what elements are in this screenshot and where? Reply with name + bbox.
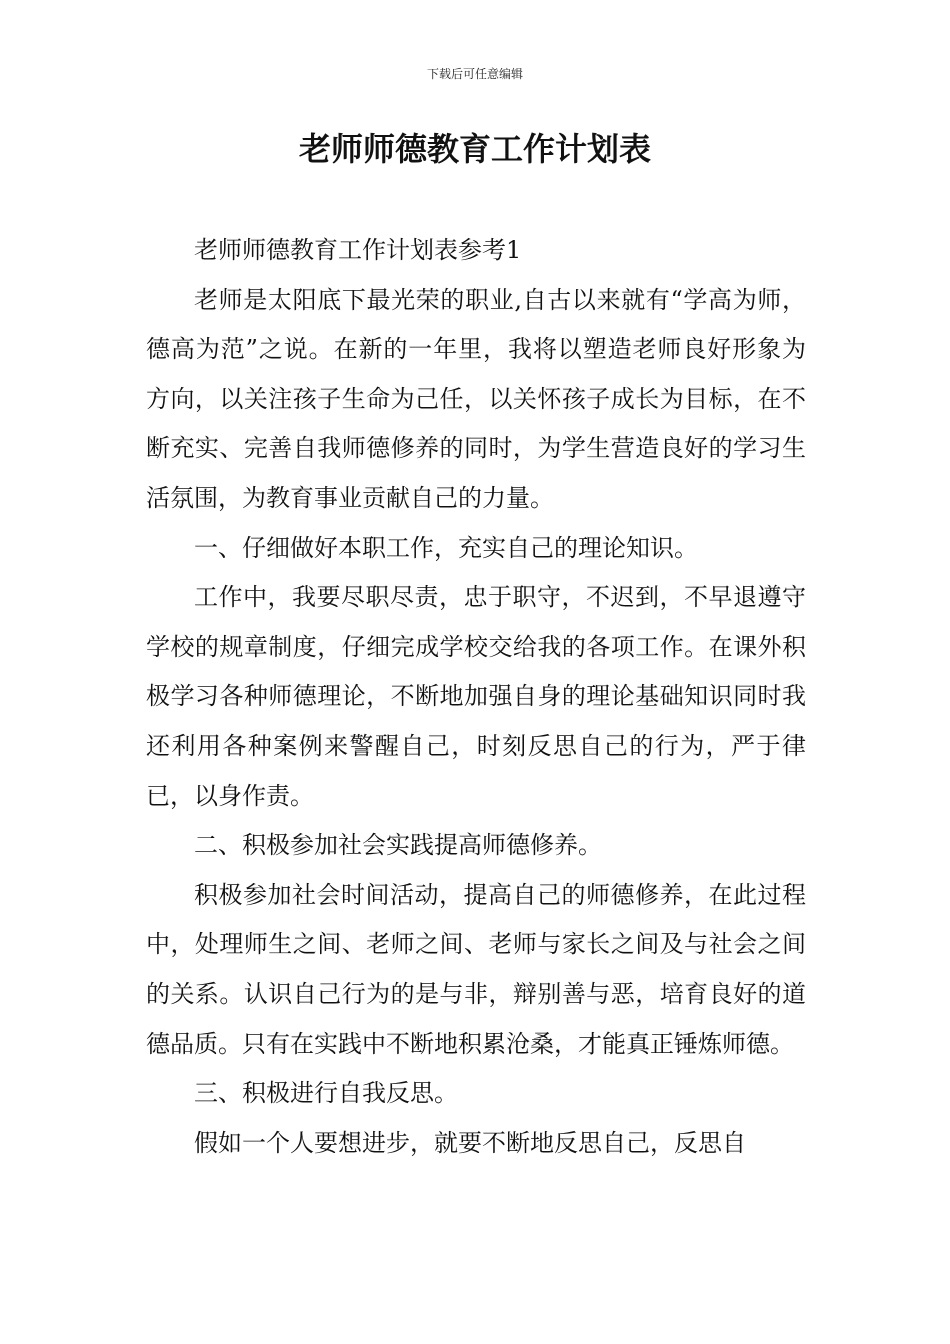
section-heading-1: 一、仔细做好本职工作，充实自己的理论知识。 [194, 533, 698, 562]
section-heading-3: 三、积极进行自我反思。 [194, 1079, 458, 1108]
header-note: 下载后可任意编辑 [426, 67, 523, 81]
paragraph-reference-heading: 老师师德教育工作计划表参考1 [194, 236, 522, 264]
paragraph-section-1: 工作中，我要尽职尽责，忠于职守，不迟到，不早退遵守学校的规章制度，仔细完成学校交给我的各项工作。在课外积极学习各种师德理论，不断地加强自身的理论基础知识同时我还利用各种案例来警醒自己，时刻反思自己的行为，严于律已，以身作责。 [146, 583, 806, 810]
paragraph-intro: 老师是太阳底下最光荣的职业,自古以来就有“学高为师，德高为范”之说。在新的一年里，我将以塑造老师良好形象为方向，以关注孩子生命为己任，以关怀孩子成长为目标，在不断充实、完善自我师德修养的同时，为学生营造良好的学习生活氛围，为教育事业贡献自己的力量。 [146, 285, 806, 512]
document-title: 老师师德教育工作计划表 [298, 130, 651, 168]
document-body [146, 226, 806, 1168]
paragraph-section-3: 假如一个人要想进步，就要不断地反思自己，反思自 [194, 1128, 746, 1157]
section-heading-2: 二、积极参加社会实践提高师德修养。 [194, 831, 602, 860]
paragraph-section-2: 积极参加社会时间活动，提高自己的师德修养，在此过程中，处理师生之间、老师之间、老师与家长之间及与社会之间的关系。认识自己行为的是与非，辩别善与恶，培育良好的道德品质。只有在实践中不断地积累沧桑，才能真正锤炼师德。 [146, 880, 806, 1058]
